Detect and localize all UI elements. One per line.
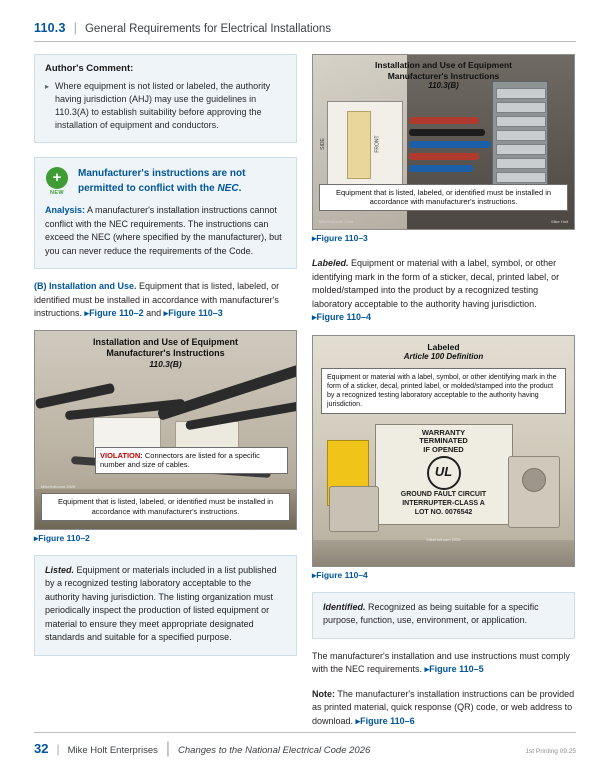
warranty-line-3: IF OPENED bbox=[423, 444, 464, 454]
note-text: The manufacturer's installation instructions can be provided as printed material, quick response (QR) code, or web address to download. bbox=[312, 688, 575, 726]
authors-comment-label: Author's Comment: bbox=[45, 63, 134, 74]
section-b-paragraph bbox=[34, 280, 297, 321]
photo-outlet-left bbox=[329, 486, 379, 532]
gfci-line-2: INTERRUPTER-CLASS A bbox=[402, 500, 485, 508]
labeled-definition bbox=[312, 257, 575, 325]
header-section-number: 110.3 bbox=[34, 21, 66, 35]
listed-text: Equipment or materials included in a list published by a recognized testing laboratory acceptable to the authority having jurisdiction. The listing organization must periodically inspect the production of listed equipment or material to ensure they meet appropriate designated standards and suitable for a specified purpose. bbox=[45, 564, 277, 643]
page-header bbox=[34, 0, 576, 42]
footer-printing: 1st Printing 09.25 bbox=[525, 748, 576, 755]
header-title: General Requirements for Electrical Installations bbox=[84, 23, 332, 35]
labeled-term: Labeled. bbox=[312, 258, 349, 268]
photo-foreground bbox=[313, 540, 574, 566]
note-paragraph bbox=[312, 688, 575, 729]
figure-110-2-credit: MikeHolt.com 2026 bbox=[41, 483, 76, 489]
figure-reference-110-5[interactable]: ▸Figure 110–5 bbox=[424, 664, 484, 674]
photo-front-label: FRONT bbox=[374, 135, 381, 153]
figure-110-3-title bbox=[375, 60, 512, 91]
photo-wire-blue-2 bbox=[409, 165, 473, 172]
comply-text: The manufacturer's installation and use instructions must comply with the NEC requirements. bbox=[312, 650, 570, 674]
footer-divider-2: | bbox=[165, 740, 171, 757]
gfci-line-1: GROUND FAULT CIRCUIT bbox=[400, 491, 487, 499]
footer-publisher: Mike Holt Enterprises bbox=[67, 745, 158, 756]
figure-110-4-title bbox=[404, 342, 484, 361]
figure-reference-110-6[interactable]: ▸Figure 110–6 bbox=[355, 715, 415, 726]
new-badge-label: NEW bbox=[49, 190, 65, 197]
figure-reference-110-2[interactable]: ▸Figure 110–2 bbox=[84, 308, 144, 319]
figure-110-4-credit: MikeHolt.com 2026 bbox=[426, 536, 461, 542]
listed-definition bbox=[45, 564, 286, 645]
warranty-line-1: WARRANTY bbox=[421, 427, 466, 437]
figure-110-3-image bbox=[312, 54, 575, 230]
new-rule-analysis bbox=[35, 204, 296, 268]
figure-110-3-credit-right: Mike Holt bbox=[551, 219, 568, 224]
identified-definition bbox=[323, 601, 564, 628]
new-rule-callout bbox=[34, 157, 297, 269]
new-rule-title-text: Manufacturer's instructions are not permitted to conflict with the bbox=[78, 168, 246, 194]
new-rule-header bbox=[35, 158, 296, 204]
authors-comment-bullet-row bbox=[45, 80, 286, 132]
photo-wire-black bbox=[409, 129, 485, 136]
figure-110-3-credit-left: MikeHolt.com 2026 bbox=[319, 219, 354, 224]
figure-110-3-caption-strip: Equipment that is listed, labeled, or identified must be installed in accordance with manufacturer's instructions. bbox=[319, 184, 568, 212]
new-rule-title-nec: NEC bbox=[217, 182, 239, 194]
photo-breaker bbox=[496, 102, 546, 113]
figure-110-4-title-line2: Article 100 Definition bbox=[403, 351, 484, 361]
identified-text: Recognized as being suitable for a specific purpose, function, use, environment, or application. bbox=[323, 601, 539, 625]
warranty-line-2: TERMINATED bbox=[419, 436, 468, 446]
photo-side-label: SIDE bbox=[319, 138, 326, 150]
identified-term: Identified. bbox=[323, 601, 366, 612]
figure-110-2-title-line2: Manufacturer's Instructions bbox=[106, 347, 225, 358]
figure-110-3-title-line3: 110.3(B) bbox=[428, 81, 459, 91]
photo-screw-head bbox=[522, 468, 546, 492]
photo-breaker bbox=[496, 158, 546, 169]
note-label: Note: bbox=[312, 688, 335, 699]
gfci-line-3: LOT NO. 0076542 bbox=[414, 508, 473, 516]
figure-110-4-image bbox=[312, 335, 575, 567]
left-column bbox=[34, 54, 297, 728]
figure-110-4-title-line1: Labeled bbox=[427, 341, 460, 352]
two-column-layout bbox=[34, 54, 576, 728]
violation-label: VIOLATION: bbox=[100, 450, 143, 460]
right-column bbox=[312, 54, 575, 728]
figure-110-2-title bbox=[93, 337, 238, 370]
page-number: 32 bbox=[34, 741, 49, 756]
figure-110-2-violation-note bbox=[95, 447, 288, 475]
photo-outlet-right bbox=[508, 456, 560, 528]
page-footer bbox=[34, 732, 576, 758]
figure-110-3-caption: ▸Figure 110–3 bbox=[312, 233, 368, 243]
figure-110-4-definition-box: Equipment or material with a label, symbol, or other identifying mark in the form of a sticker, decal, printed label, or molded/stamped into the product by a recognized testing laboratory acceptable to the authority having jurisdiction. bbox=[321, 368, 566, 414]
footer-book-title: Changes to the National Electrical Code 2026 bbox=[178, 745, 371, 756]
authors-comment-text: Where equipment is not listed or labeled, the authority having jurisdiction (AHJ) may use the guidelines in 110.3(A) to establish suitability before approving the installation of equipment and conductors. bbox=[55, 81, 271, 131]
photo-breaker bbox=[496, 116, 546, 127]
section-b-conjunction: and bbox=[146, 308, 162, 319]
labeled-text: Equipment or material with a label, symbol, or other identifying mark in the form of a sticker, decal, printed label, or molded/stamped into the product by a recognized testing laboratory acceptable to the authority having jurisdiction. bbox=[312, 258, 560, 309]
listed-term: Listed. bbox=[45, 564, 75, 575]
photo-diagram-insert bbox=[347, 111, 371, 179]
photo-wire-red-2 bbox=[409, 153, 479, 160]
photo-wire-red bbox=[409, 117, 479, 124]
footer-divider-1: | bbox=[56, 742, 60, 756]
figure-110-3-title-line2: Manufacturer's Instructions bbox=[387, 70, 500, 81]
header-divider: | bbox=[73, 20, 77, 35]
ul-listed-icon: UL bbox=[427, 456, 461, 490]
photo-breaker bbox=[496, 172, 546, 183]
section-b-heading: (B) Installation and Use. bbox=[34, 281, 137, 292]
new-badge bbox=[44, 167, 70, 196]
figure-110-2-caption-strip: Equipment that is listed, labeled, or identified must be installed in accordance with manufacturer's instructions. bbox=[41, 493, 290, 521]
photo-breaker bbox=[496, 130, 546, 141]
photo-wire-blue bbox=[409, 141, 491, 148]
bullet-icon: ▸ bbox=[45, 82, 50, 91]
comply-paragraph bbox=[312, 650, 575, 677]
plus-icon: + bbox=[46, 167, 68, 189]
figure-110-4-caption: ▸Figure 110–4 bbox=[312, 569, 368, 580]
section-b-text: Equipment that is listed, labeled, or identified must be installed in accordance with manufacturer's instructions. bbox=[34, 281, 280, 319]
figure-reference-110-4[interactable]: ▸Figure 110–4 bbox=[312, 312, 372, 322]
new-rule-title-end: . bbox=[238, 182, 242, 194]
figure-110-2-title-line3: 110.3(B) bbox=[149, 359, 182, 370]
authors-comment-box bbox=[34, 54, 297, 143]
photo-breaker bbox=[496, 144, 546, 155]
analysis-text: A manufacturer's installation instructions cannot conflict with the NEC requirements. The instructions can exceed the NEC (where specified by the manufacturer), but you can never reduce the requirements of the Code. bbox=[45, 205, 282, 256]
analysis-label: Analysis: bbox=[45, 205, 86, 216]
new-rule-title bbox=[78, 167, 286, 196]
figure-110-2-image bbox=[34, 330, 297, 530]
figure-reference-110-3[interactable]: ▸Figure 110–3 bbox=[163, 308, 223, 319]
gfci-device-label bbox=[375, 424, 513, 525]
figure-110-2-title-line1: Installation and Use of Equipment bbox=[92, 336, 239, 347]
figure-110-2-caption: ▸Figure 110–2 bbox=[34, 532, 90, 543]
figure-110-3-title-line1: Installation and Use of Equipment bbox=[375, 60, 512, 70]
identified-definition-box bbox=[312, 592, 575, 639]
listed-definition-box bbox=[34, 555, 297, 656]
violation-text: Connectors are listed for a specific number and size of cables. bbox=[100, 450, 260, 470]
